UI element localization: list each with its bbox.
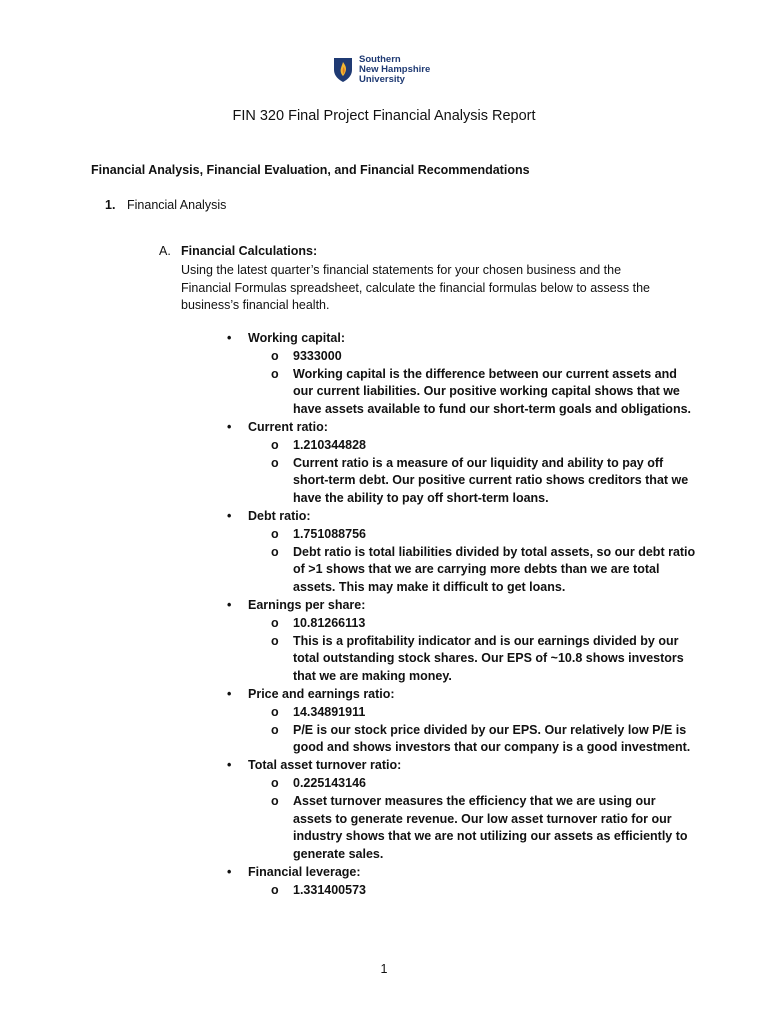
- metric-label-text: Total asset turnover ratio:: [248, 758, 402, 773]
- logo-line-3: University: [359, 74, 405, 85]
- metric-value: [227, 615, 697, 633]
- sub-bullet-icon: o: [271, 633, 279, 648]
- numbered-item: [105, 198, 226, 212]
- page-number: 1: [380, 962, 388, 976]
- sub-bullet-icon: o: [271, 722, 279, 737]
- metric-item: [227, 864, 697, 900]
- metric-label: [227, 508, 697, 526]
- shield-flame-icon: [333, 57, 353, 83]
- sub-bullet-icon: o: [271, 775, 279, 790]
- sub-bullet-icon: o: [271, 366, 279, 381]
- sub-bullet-icon: o: [271, 526, 279, 541]
- item-number: 1.: [105, 198, 116, 212]
- metric-value-text: 14.34891911: [293, 704, 366, 719]
- metric-explanation: [227, 722, 697, 758]
- sub-bullet-icon: o: [271, 437, 279, 452]
- metric-value: [227, 348, 697, 366]
- metric-label: [227, 330, 697, 348]
- sub-item-title: Financial Calculations:: [181, 244, 318, 258]
- sub-item-letter: A.: [159, 244, 171, 258]
- metric-explanation: [227, 544, 697, 597]
- metric-explanation-text: This is a profitability indicator and is our earnings divided by our total outstanding stock shares. Our EPS of ~10.8 shows investors that we are making money.: [293, 633, 684, 684]
- logo-line-1: Southern: [359, 54, 401, 65]
- metric-explanation-text: Debt ratio is total liabilities divided by total assets, so our debt ratio of >1 shows that we are carrying more debts than we are total assets. This may make it difficult to get loans.: [293, 544, 696, 595]
- metric-label-text: Working capital:: [248, 331, 346, 345]
- metric-label: [227, 864, 697, 882]
- bullet-icon: •: [227, 686, 232, 701]
- metric-explanation: [227, 455, 697, 508]
- bullet-icon: •: [227, 758, 232, 773]
- metric-value: [227, 437, 697, 455]
- bullet-icon: •: [227, 331, 232, 345]
- metric-explanation: [227, 633, 697, 686]
- bullet-icon: •: [227, 864, 232, 879]
- metric-item: [227, 597, 697, 686]
- metric-label: [227, 757, 697, 775]
- metric-value-text: 9333000: [293, 348, 342, 363]
- metric-value-text: 10.81266113: [293, 615, 366, 630]
- metric-explanation-text: Working capital is the difference between our current assets and our current liabilities. Our positive working capital shows that we have assets available to fund our short-term goals and obligations.: [293, 366, 691, 417]
- sub-bullet-icon: o: [271, 544, 279, 559]
- metric-value: [227, 882, 697, 900]
- metric-explanation-text: Current ratio is a measure of our liquidity and ability to pay off short-term debt. Our positive current ratio shows creditors that we have the ability to pay off short-term loans.: [293, 455, 689, 506]
- sub-bullet-icon: o: [271, 455, 279, 470]
- metrics-list: [227, 330, 697, 900]
- metric-label: [227, 597, 697, 615]
- metric-explanation-text: Asset turnover measures the efficiency that we are using our assets to generate revenue. Our low asset turnover ratio for our industry shows that we are not utilizing our assets as efficiently to generate sales.: [293, 793, 688, 862]
- section-heading: Financial Analysis, Financial Evaluation, and Financial Recommendations: [91, 163, 530, 177]
- sub-bullet-icon: o: [271, 704, 279, 719]
- bullet-icon: •: [227, 419, 232, 434]
- metric-value-text: 1.751088756: [293, 526, 366, 541]
- logo-wordmark: [359, 55, 430, 85]
- metric-item: [227, 330, 697, 419]
- metric-item: [227, 757, 697, 864]
- metric-value: [227, 704, 697, 722]
- sub-bullet-icon: o: [271, 348, 279, 363]
- metric-label-text: Earnings per share:: [248, 597, 366, 612]
- metric-explanation: [227, 366, 697, 419]
- metric-label: [227, 686, 697, 704]
- metric-value-text: 1.210344828: [293, 437, 366, 452]
- metric-label: [227, 419, 697, 437]
- metric-item: [227, 419, 697, 508]
- item-label: Financial Analysis: [127, 198, 227, 212]
- metric-label-text: Financial leverage:: [248, 864, 361, 879]
- metric-label-text: Debt ratio:: [248, 508, 311, 523]
- metric-value-text: 0.225143146: [293, 775, 366, 790]
- sub-bullet-icon: o: [271, 882, 279, 897]
- metric-value: [227, 775, 697, 793]
- metric-value-text: 1.331400573: [293, 882, 366, 897]
- metric-item: [227, 508, 697, 597]
- metric-explanation-text: P/E is our stock price divided by our EPS. Our relatively low P/E is good and shows investors that our company is a good investment.: [293, 722, 691, 755]
- metric-label-text: Price and earnings ratio:: [248, 686, 395, 701]
- bullet-icon: •: [227, 508, 232, 523]
- bullet-icon: •: [227, 597, 232, 612]
- university-logo: [333, 55, 430, 85]
- metric-label-text: Current ratio:: [248, 419, 328, 434]
- metric-explanation: [227, 793, 697, 864]
- logo-line-2: New Hampshire: [359, 64, 431, 75]
- sub-bullet-icon: o: [271, 793, 279, 808]
- document-title: FIN 320 Final Project Financial Analysis Report: [232, 108, 536, 124]
- sub-bullet-icon: o: [271, 615, 279, 630]
- intro-paragraph: Using the latest quarter’s financial statements for your chosen business and the Financial Formulas spreadsheet, calculate the financial formulas below to assess the business’s financial health.: [181, 263, 650, 312]
- metric-item: [227, 686, 697, 757]
- sub-item: [159, 244, 317, 258]
- metric-value: [227, 526, 697, 544]
